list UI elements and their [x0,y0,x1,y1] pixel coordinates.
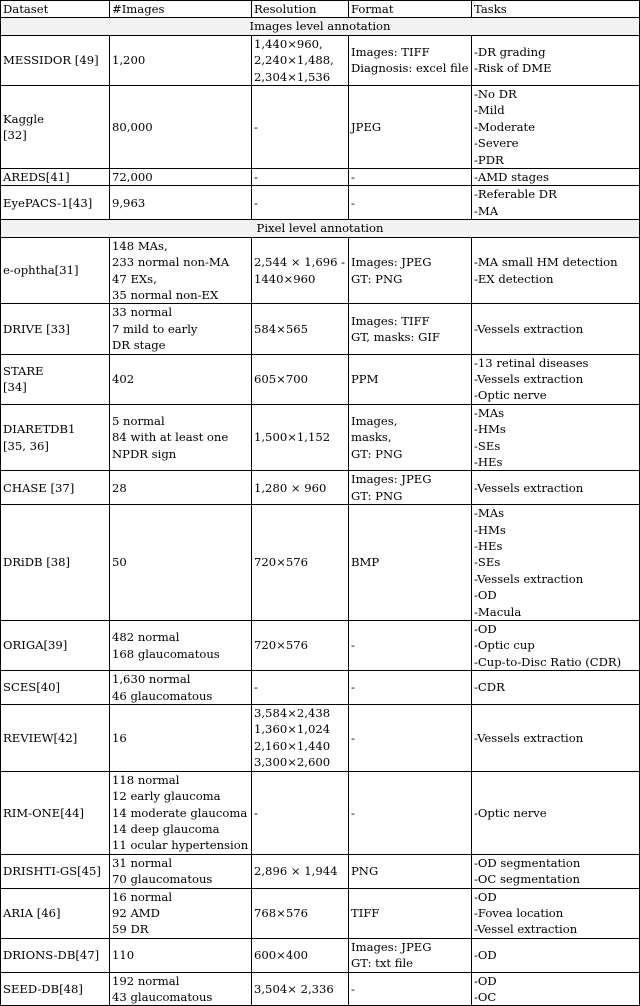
images-cell [110,237,252,304]
cell-line: 192 normal [112,973,180,988]
cell-line: Images: TIFF [351,45,430,60]
cell-line: - [254,119,258,134]
cell-line: - [351,638,355,653]
resolution-cell [252,771,349,854]
cell-line: -Vessels extraction [474,571,584,586]
dataset-cell [1,705,110,772]
cell-line: JPEG [351,119,382,134]
tasks-cell [472,304,640,354]
cell-line: -MA small HM detection [474,255,618,270]
cell-line: -AMD stages [474,170,549,185]
images-cell [110,621,252,671]
cell-line: -Vessels extraction [474,480,584,495]
cell-line: RIM-ONE[44] [3,805,85,820]
cell-line: 43 glaucomatous [112,989,213,1004]
section-title: Images level annotation [1,18,640,35]
dataset-cell [1,771,110,854]
header-resolution: Resolution [252,1,349,18]
cell-line: EyePACS-1[43] [3,195,93,210]
dataset-cell [1,35,110,85]
dataset-cell [1,471,110,505]
cell-line: -CDR [474,680,505,695]
cell-line: DIARETDB1 [3,422,76,437]
resolution-cell [252,705,349,772]
images-cell [110,304,252,354]
resolution-cell [252,471,349,505]
cell-line: -Risk of DME [474,61,552,76]
cell-line: -No DR [474,87,517,102]
format-cell [349,972,472,1006]
cell-line: 12 early glaucoma [112,789,221,804]
resolution-cell [252,888,349,938]
cell-line: -Moderate [474,119,536,134]
cell-line: Kaggle [3,111,44,126]
format-cell [349,169,472,186]
dataset-cell [1,404,110,471]
cell-line: [35, 36] [3,438,49,453]
tasks-cell [472,169,640,186]
images-cell [110,671,252,705]
cell-line: 1,440×960, [254,36,323,51]
cell-line: - [254,680,258,695]
dataset-cell [1,186,110,220]
images-cell [110,938,252,972]
tasks-cell [472,471,640,505]
table-row [1,972,640,1006]
cell-line: [34] [3,380,27,395]
resolution-cell [252,35,349,85]
tasks-cell [472,237,640,304]
images-cell [110,404,252,471]
resolution-cell [252,404,349,471]
cell-line: 720×576 [254,555,308,570]
images-cell [110,354,252,404]
cell-line: -OD [474,973,497,988]
cell-line: 47 EXs, [112,271,157,286]
dataset-cell [1,86,110,169]
cell-line: BMP [351,555,380,570]
tasks-cell [472,705,640,772]
cell-line: -Macula [474,604,522,619]
cell-line: -OD [474,889,497,904]
cell-line: -OD [474,588,497,603]
cell-line: 9,963 [112,195,146,210]
images-cell [110,186,252,220]
cell-line: DRiDB [38] [3,555,71,570]
cell-line: -13 retinal diseases [474,355,589,370]
tasks-cell [472,404,640,471]
table-body [1,18,640,1006]
resolution-cell [252,186,349,220]
cell-line: GT, masks: GIF [351,329,440,344]
images-cell [110,771,252,854]
resolution-cell [252,237,349,304]
cell-line: Images: TIFF [351,313,430,328]
dataset-cell [1,505,110,621]
cell-line: 35 normal non-EX [112,287,219,302]
cell-line: -Referable DR [474,187,557,202]
cell-line: 72,000 [112,170,153,185]
cell-line: 2,304×1,536 [254,69,331,84]
cell-line: 118 normal [112,772,180,787]
cell-line: - [351,195,355,210]
cell-line: 1,360×1,024 [254,722,331,737]
cell-line: 600×400 [254,947,308,962]
format-cell [349,237,472,304]
cell-line: 2,160×1,440 [254,738,331,753]
cell-line: 46 glaucomatous [112,688,213,703]
cell-line: 1,200 [112,53,146,68]
cell-line: 3,504× 2,336 [254,981,334,996]
cell-line: -Optic cup [474,638,535,653]
cell-line: -OD [474,622,497,637]
cell-line: -HMs [474,422,506,437]
cell-line: STARE [3,363,44,378]
format-cell [349,186,472,220]
tasks-cell [472,972,640,1006]
cell-line: 92 AMD [112,905,160,920]
cell-line: -Vessels extraction [474,371,584,386]
cell-line: - [351,170,355,185]
cell-line: DRISHTI-GS[45] [3,863,101,878]
format-cell [349,404,472,471]
cell-line: -OD [474,947,497,962]
cell-line: 14 moderate glaucoma [112,805,248,820]
table-row [1,771,640,854]
images-cell [110,705,252,772]
dataset-cell [1,671,110,705]
cell-line: -Optic nerve [474,388,547,403]
tasks-cell [472,354,640,404]
cell-line: 2,896 × 1,944 [254,863,338,878]
cell-line: ARIA [46] [3,905,61,920]
cell-line: 1440×960 [254,271,316,286]
format-cell [349,86,472,169]
cell-line: Images: JPEG [351,255,432,270]
cell-line: - [351,805,355,820]
cell-line: 70 glaucomatous [112,872,213,887]
dataset-cell [1,304,110,354]
cell-line: 50 [112,555,127,570]
cell-line: -EX detection [474,271,554,286]
cell-line: - [351,981,355,996]
tasks-cell [472,186,640,220]
cell-line: NPDR sign [112,446,177,461]
tasks-cell [472,938,640,972]
section-row [1,18,640,35]
format-cell [349,471,472,505]
format-cell [349,771,472,854]
cell-line: 14 deep glaucoma [112,821,220,836]
cell-line: 7 mild to early [112,321,198,336]
resolution-cell [252,854,349,888]
table-row [1,471,640,505]
images-cell [110,854,252,888]
cell-line: 1,630 normal [112,672,191,687]
cell-line: 2,544 × 1,696 - [254,255,346,270]
cell-line: [32] [3,128,27,143]
images-cell [110,471,252,505]
cell-line: 80,000 [112,119,153,134]
cell-line: TIFF [351,905,380,920]
cell-line: AREDS[41] [3,170,70,185]
cell-line: masks, [351,430,392,445]
table-row [1,705,640,772]
cell-line: -OD segmentation [474,855,581,870]
resolution-cell [252,354,349,404]
cell-line: - [254,195,258,210]
table-row [1,35,640,85]
format-cell [349,354,472,404]
table-row [1,671,640,705]
format-cell [349,304,472,354]
resolution-cell [252,86,349,169]
cell-line: GT: PNG [351,446,403,461]
table-row [1,186,640,220]
format-cell [349,854,472,888]
cell-line: 584×565 [254,321,308,336]
tasks-cell [472,854,640,888]
cell-line: 16 normal [112,889,173,904]
cell-line: 11 ocular hypertension [112,838,249,853]
images-cell [110,505,252,621]
header-dataset: Dataset [1,1,110,18]
cell-line: -PDR [474,152,504,167]
dataset-cell [1,888,110,938]
cell-line: -SEs [474,555,501,570]
header-images: #Images [110,1,252,18]
cell-line: 16 [112,730,127,745]
format-cell [349,621,472,671]
cell-line: GT: txt file [351,956,414,971]
tasks-cell [472,771,640,854]
cell-line: 3,584×2,438 [254,706,331,721]
format-cell [349,671,472,705]
cell-line: 3,300×2,600 [254,755,331,770]
resolution-cell [252,621,349,671]
dataset-cell [1,169,110,186]
cell-line: -Mild [474,103,505,118]
cell-line: 482 normal [112,630,180,645]
cell-line: 720×576 [254,638,308,653]
section-row [1,220,640,237]
cell-line: -MAs [474,506,505,521]
images-cell [110,972,252,1006]
table-row [1,404,640,471]
header-format: Format [349,1,472,18]
cell-line: CHASE [37] [3,480,75,495]
cell-line: -HEs [474,539,503,553]
table-row [1,854,640,888]
resolution-cell [252,671,349,705]
header-row [1,1,640,18]
resolution-cell [252,169,349,186]
cell-line: -MA [474,203,499,218]
cell-line: -DR grading [474,45,546,60]
cell-line: 84 with at least one [112,430,229,445]
cell-line: Images, [351,413,398,428]
cell-line: e-ophtha[31] [3,263,79,278]
resolution-cell [252,505,349,621]
dataset-cell [1,938,110,972]
tasks-cell [472,671,640,705]
format-cell [349,888,472,938]
table-row [1,304,640,354]
cell-line: -Fovea location [474,905,564,920]
cell-line: 168 glaucomatous [112,646,220,661]
cell-line: Images: JPEG [351,472,432,487]
cell-line: 768×576 [254,905,308,920]
format-cell [349,705,472,772]
images-cell [110,888,252,938]
cell-line: -MAs [474,405,505,420]
header-tasks: Tasks [472,1,640,18]
resolution-cell [252,304,349,354]
cell-line: - [351,680,355,695]
resolution-cell [252,938,349,972]
cell-line: -Vessels extraction [474,730,584,745]
cell-line: DR stage [112,338,166,353]
dataset-cell [1,621,110,671]
tasks-cell [472,86,640,169]
cell-line: Images: JPEG [351,939,432,954]
images-cell [110,35,252,85]
cell-line: 233 normal non-MA [112,255,230,270]
dataset-cell [1,354,110,404]
tasks-cell [472,505,640,621]
cell-line: 59 DR [112,922,149,937]
cell-line: -Severe [474,136,519,151]
cell-line: DRIVE [33] [3,321,70,336]
cell-line: 1,500×1,152 [254,430,331,445]
cell-line: -Optic nerve [474,805,547,820]
cell-line: -OC segmentation [474,872,580,887]
cell-line: - [254,170,258,185]
cell-line: -HMs [474,522,506,537]
cell-line: GT: PNG [351,488,403,503]
table-row [1,938,640,972]
cell-line: -OC [474,989,497,1004]
cell-line: -Vessels extraction [474,321,584,336]
table-row [1,505,640,621]
cell-line: 31 normal [112,855,173,870]
resolution-cell [252,972,349,1006]
dataset-cell [1,854,110,888]
cell-line: -Vessel extraction [474,922,578,937]
cell-line: -SEs [474,438,501,453]
table-row [1,237,640,304]
section-title: Pixel level annotation [1,220,640,237]
cell-line: -Cup-to-Disc Ratio (CDR) [474,654,622,669]
cell-line: GT: PNG [351,271,403,286]
tasks-cell [472,888,640,938]
table-row [1,169,640,186]
table-row [1,354,640,404]
dataset-cell [1,237,110,304]
cell-line: 148 MAs, [112,238,168,253]
cell-line: -HEs [474,454,503,469]
cell-line: PNG [351,863,379,878]
dataset-cell [1,972,110,1006]
cell-line: 5 normal [112,413,165,428]
images-cell [110,169,252,186]
table-row [1,86,640,169]
cell-line: MESSIDOR [49] [3,53,99,68]
cell-line: - [254,805,258,820]
format-cell [349,938,472,972]
cell-line: 33 normal [112,305,173,320]
cell-line: DRIONS-DB[47] [3,947,100,962]
cell-line: 28 [112,480,127,495]
cell-line: 2,240×1,488, [254,53,334,68]
cell-line: 1,280 × 960 [254,480,327,495]
tasks-cell [472,621,640,671]
cell-line: SCES[40] [3,680,61,695]
cell-line: 110 [112,947,135,962]
table-row [1,621,640,671]
cell-line: Diagnosis: excel file [351,61,469,76]
images-cell [110,86,252,169]
cell-line: 402 [112,371,135,386]
table-row [1,888,640,938]
cell-line: PPM [351,371,379,386]
cell-line: 605×700 [254,371,308,386]
cell-line: REVIEW[42] [3,730,78,745]
format-cell [349,505,472,621]
cell-line: SEED-DB[48] [3,981,83,996]
tasks-cell [472,35,640,85]
format-cell [349,35,472,85]
cell-line: - [351,730,355,745]
cell-line: ORIGA[39] [3,638,68,653]
